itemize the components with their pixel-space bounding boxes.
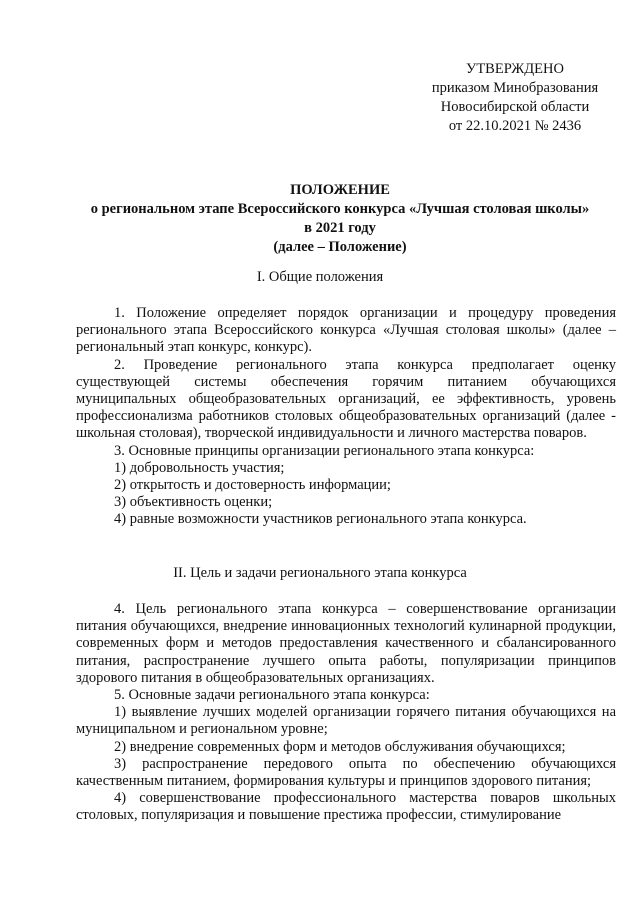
approval-date: от 22.10.2021 № 2436	[448, 118, 582, 134]
list-item: 3) распространение передового опыта по обеспечению обучающихся качественным питанием, формирования культуры и принципов здорового питания;	[76, 755, 616, 790]
paragraph-5: 5. Основные задачи регионального этапа конкурса:	[114, 687, 430, 704]
approval-order: приказом Минобразования	[431, 80, 599, 96]
paragraph-2: 2. Проведение регионального этапа конкурса предполагает оценку существующей системы обеспечения горячим питанием обучающихся муниципальных общеобразовательных организаций, ее эффективность, уровень профессионализма работников столовых общеобразовательных организаций (далее - школьная столовая), творческой индивидуальности и личного мастерства поваров.	[76, 356, 616, 442]
section-2-heading: II. Цель и задачи регионального этапа конкурса	[173, 565, 467, 581]
title-subject: о региональном этапе Всероссийского конкурса «Лучшая столовая школы»	[90, 201, 590, 217]
title-year: в 2021 году	[304, 220, 376, 236]
title-heading: ПОЛОЖЕНИЕ	[290, 182, 390, 198]
approval-label: УТВЕРЖДЕНО	[466, 61, 564, 77]
paragraph-1: 1. Положение определяет порядок организации и процедуру проведения регионального этапа Всероссийского конкурса «Лучшая столовая школы» (далее – региональный этап конкурс, конкурс).	[76, 305, 616, 356]
approval-stamp	[400, 60, 630, 136]
paragraph-4: 4. Цель регионального этапа конкурса – совершенствование организации питания обучающихся, внедрение инновационных технологий кулинарной продукции, современных форм и методов предоставления качественного и сбалансированного питания, распространение лучшего опыта работы, популяризации принципов здорового питания в общеобразовательных организациях.	[76, 601, 616, 686]
document-title	[40, 181, 640, 257]
section-1-body	[76, 305, 616, 529]
section-1-heading: I. Общие положения	[256, 269, 384, 285]
paragraph-3: 3. Основные принципы организации регионального этапа конкурса:	[114, 442, 535, 459]
title-abbrev: (далее – Положение)	[273, 239, 407, 255]
list-item: 4) совершенствование профессионального мастерства поваров школьных столовых, популяризация и повышение престижа профессии, стимулирование	[76, 790, 616, 824]
list-item: 2) внедрение современных форм и методов обслуживания обучающихся;	[114, 738, 566, 755]
list-item: 3) объективность оценки;	[114, 494, 273, 511]
list-item: 2) открытость и достоверность информации;	[114, 477, 391, 494]
list-item: 1) выявление лучших моделей организации горячего питания обучающихся на муниципальном и региональном уровне;	[76, 704, 616, 738]
approval-region: Новосибирской области	[440, 99, 590, 115]
list-item: 1) добровольность участия;	[114, 459, 285, 476]
section-2-body	[76, 601, 616, 825]
list-item: 4) равные возможности участников регионального этапа конкурса.	[114, 511, 527, 528]
